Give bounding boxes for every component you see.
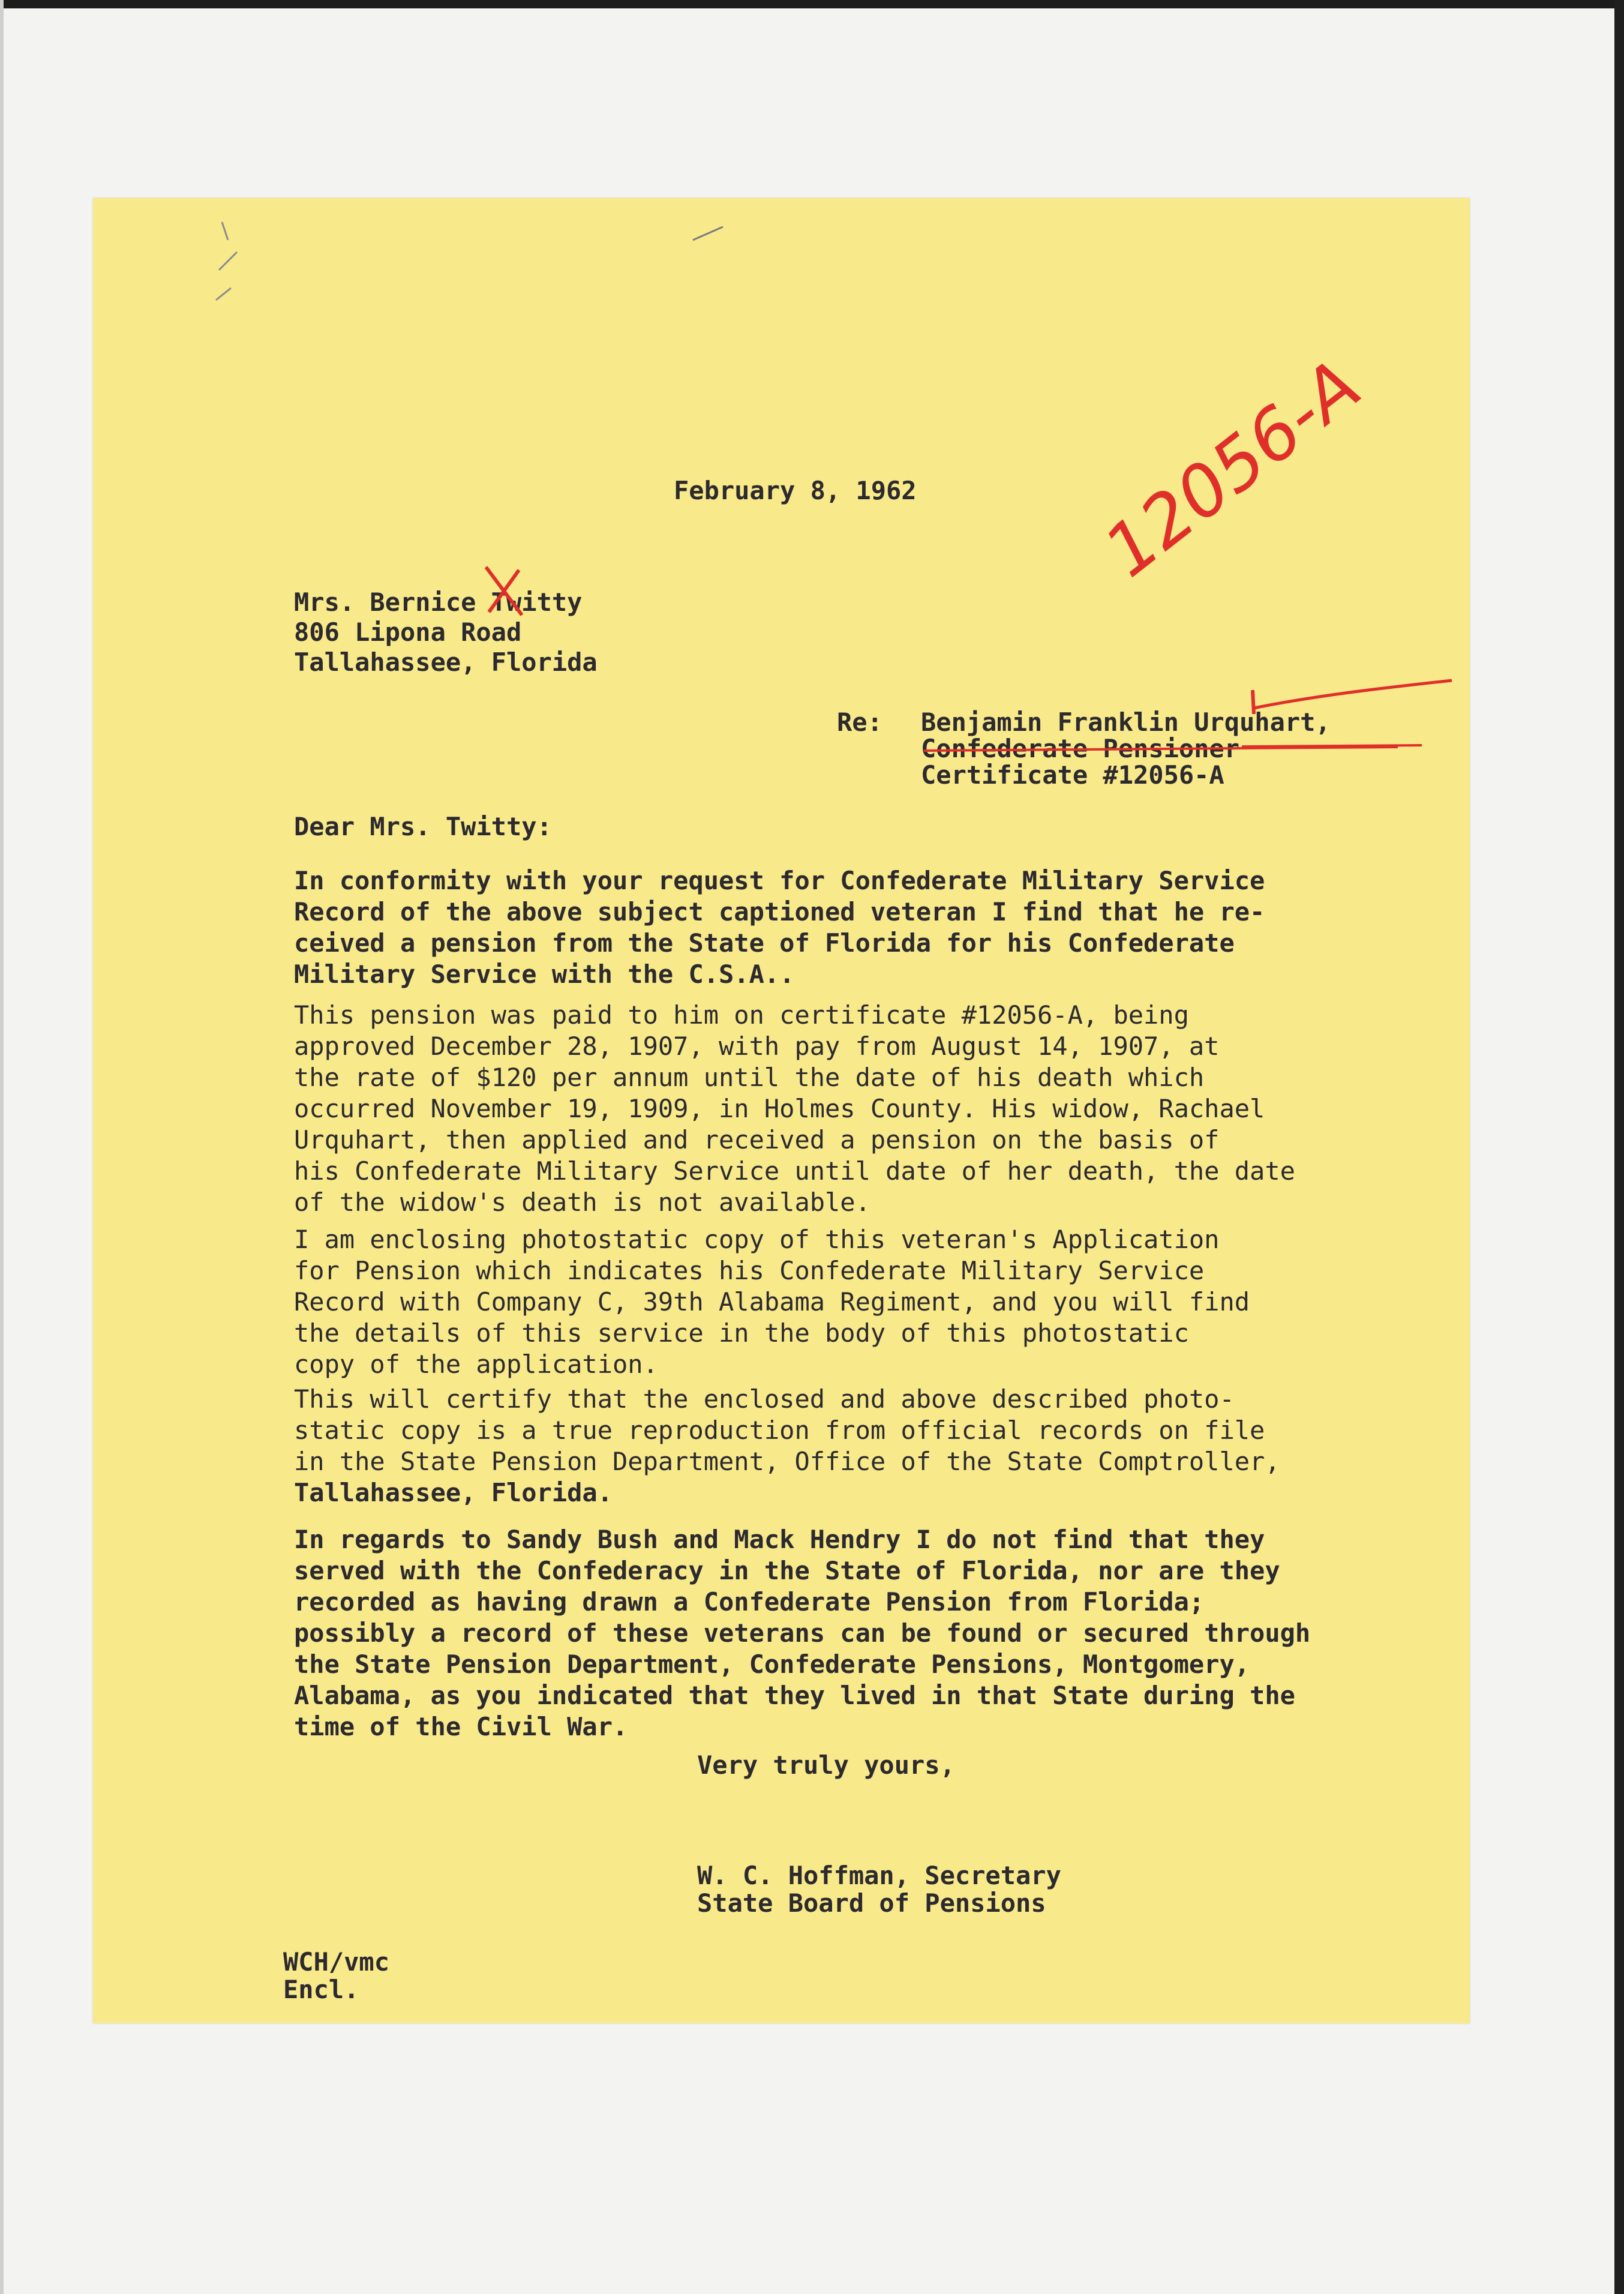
paragraph-line: occurred November 19, 1909, in Holmes County. His widow, Rachael [294,1094,1265,1123]
paragraph-line: his Confederate Military Service until date of her death, the date [294,1156,1295,1186]
paragraph-line: the details of this service in the body of this photostatic [294,1318,1189,1348]
margin-pencil-marks [204,216,258,312]
paragraph-line: time of the Civil War. [294,1712,628,1741]
letter-date: February 8, 1962 [674,476,917,505]
paragraph-4 [294,1384,1280,1509]
scan-edge-top [0,0,1624,8]
paragraph-line: copy of the application. [294,1350,658,1379]
pencil-stroke [690,222,726,246]
paragraph-line: ceived a pension from the State of Florida for his Confederate [294,928,1235,958]
paragraph-line: Military Service with the C.S.A.. [294,959,795,989]
signature-title: State Board of Pensions [697,1888,1046,1918]
handwritten-certificate-number: 12056-A [1089,343,1376,593]
closing: Very truly yours, [697,1750,955,1780]
paragraph-line: possibly a record of these veterans can be found or secured through [294,1618,1311,1648]
re-line-name: Benjamin Franklin Urquhart, [921,707,1331,737]
paragraph-line: In conformity with your request for Confederate Military Service [294,866,1265,895]
re-label: Re: [837,707,882,737]
paragraph-line: This pension was paid to him on certificate #12056-A, being [294,1000,1189,1030]
salutation: Dear Mrs. Twitty: [294,812,552,841]
paragraph-line: the rate of $120 per annum until the date of his death which [294,1063,1205,1092]
re-line-pensioner: Confederate Pensioner [921,734,1240,763]
paragraph-line: the State Pension Department, Confederate Pensions, Montgomery, [294,1650,1250,1679]
paragraph-line: I am enclosing photostatic copy of this veteran's Application [294,1225,1220,1254]
paragraph-1 [294,865,1265,990]
paragraph-line: Record with Company C, 39th Alabama Regiment, and you will find [294,1287,1250,1317]
signature-name: W. C. Hoffman, Secretary [697,1861,1061,1890]
enclosure-note: Encl. [283,1975,359,2004]
paragraph-5 [294,1524,1310,1743]
paragraph-line: This will certify that the enclosed and above described photo- [294,1384,1235,1414]
red-underline [924,741,1404,759]
paragraph-line: In regards to Sandy Bush and Mack Hendry I do not find that they [294,1525,1265,1554]
paragraph-line: Urquhart, then applied and received a pension on the basis of [294,1125,1220,1155]
recipient-street: 806 Lipona Road [294,617,522,647]
paragraph-line: in the State Pension Department, Office of the State Comptroller, [294,1447,1280,1476]
paragraph-line: approved December 28, 1907, with pay from August 14, 1907, at [294,1031,1220,1061]
paragraph-line: Tallahassee, Florida. [294,1478,613,1507]
paragraph-line: static copy is a true reproduction from official records on file [294,1416,1265,1445]
scan-edge-right [1614,0,1624,2294]
reference-initials: WCH/vmc [283,1947,390,1977]
red-x-mark [477,564,549,624]
paragraph-line: for Pension which indicates his Confederate Military Service [294,1256,1205,1285]
paragraph-line: of the widow's death is not available. [294,1188,870,1217]
paragraph-3 [294,1224,1250,1380]
recipient-city: Tallahassee, Florida [294,647,598,677]
paragraph-line: served with the Confederacy in the State of Florida, nor are they [294,1556,1280,1585]
re-line-certificate: Certificate #12056-A [921,760,1224,790]
paragraph-line: recorded as having drawn a Confederate Pension from Florida; [294,1587,1205,1617]
scan-edge-left [0,0,4,2294]
paragraph-line: Record of the above subject captioned veteran I find that he re- [294,897,1265,926]
recipient-name: Mrs. Bernice Twitty [294,587,583,617]
paragraph-2 [294,1000,1295,1218]
paragraph-line: Alabama, as you indicated that they lived in that State during the [294,1681,1295,1710]
